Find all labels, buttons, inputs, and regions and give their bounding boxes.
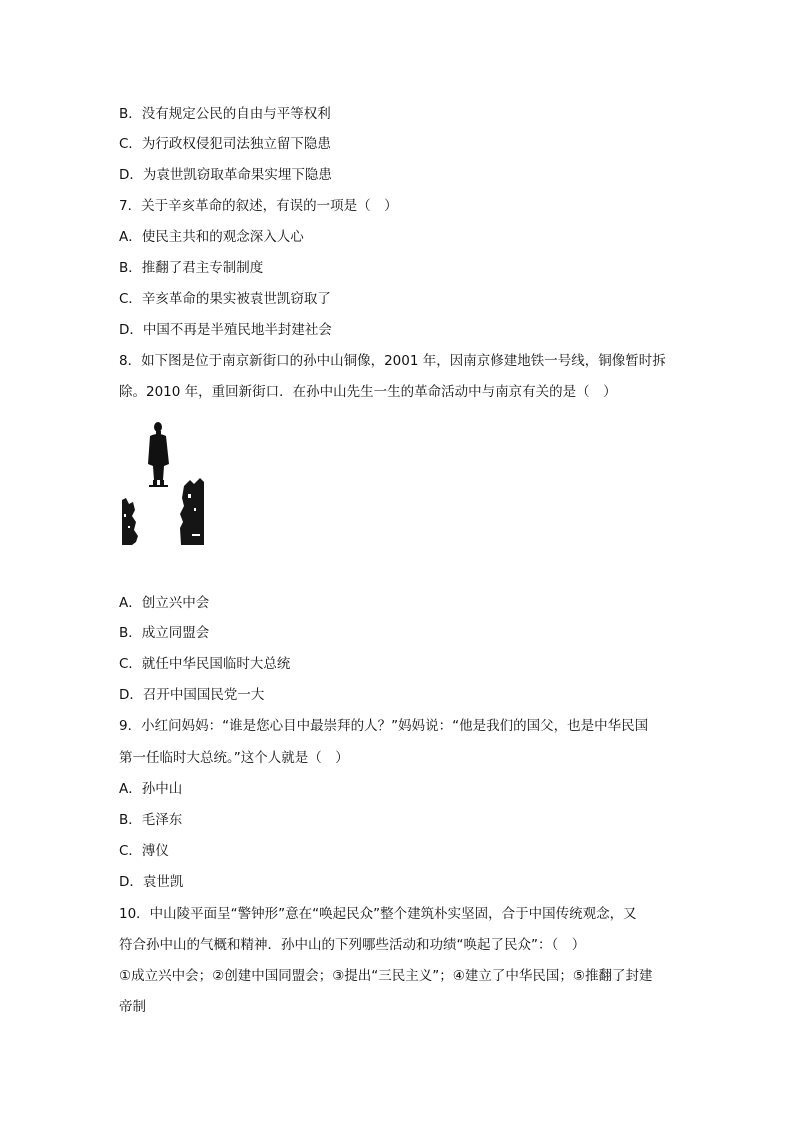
- question-10-line3: ①成立兴中会；②创建中国同盟会；③提出“三民主义”；④建立了中华民国；⑤推翻了封建: [119, 968, 653, 984]
- question-9-line2: 第一任临时大总统。”这个人就是（ ）: [119, 750, 349, 766]
- pedestal-left: [122, 498, 138, 545]
- option-7d: D．中国不再是半殖民地半封建社会: [119, 322, 332, 338]
- option-9c: C．溥仪: [119, 843, 169, 859]
- question-10-line2: 符合孙中山的气概和精神．孙中山的下列哪些活动和功绩“唤起了民众”：（ ）: [119, 937, 586, 953]
- option-9b: B．毛泽东: [119, 812, 183, 828]
- question-10-line1: 10．中山陵平面呈“警钟形”意在“唤起民众”整个建筑朴实坚固，合于中国传统观念，又: [119, 906, 637, 922]
- option-8b: B．成立同盟会: [119, 625, 210, 641]
- pedestal-right: [180, 478, 204, 545]
- option-9d: D．袁世凯: [119, 874, 184, 890]
- option-8d: D．召开中国国民党一大: [119, 687, 265, 703]
- question-8-line1: 8．如下图是位于南京新街口的孙中山铜像，2001 年，因南京修建地铁一号线，铜像暂时拆: [119, 353, 666, 369]
- option-7b: B．推翻了君主专制制度: [119, 260, 264, 276]
- option-7a: A．使民主共和的观念深入人心: [119, 229, 304, 245]
- question-10-line4: 帝制: [119, 999, 146, 1015]
- question-7: 7．关于辛亥革命的叙述，有误的一项是（ ）: [119, 198, 398, 214]
- option-6b: B．没有规定公民的自由与平等权利: [119, 106, 331, 122]
- option-8c: C．就任中华民国临时大总统: [119, 656, 291, 672]
- statue-silhouette: [148, 422, 169, 487]
- question-8-line2: 除。2010 年，重回新街口．在孙中山先生一生的革命活动中与南京有关的是（ ）: [119, 384, 617, 400]
- option-6d: D．为袁世凯窃取革命果实埋下隐患: [119, 167, 332, 183]
- option-7c: C．辛亥革命的果实被袁世凯窃取了: [119, 291, 331, 307]
- option-6c: C．为行政权侵犯司法独立留下隐患: [119, 136, 331, 152]
- question-9-line1: 9．小红问妈妈：“谁是您心目中最崇拜的人？”妈妈说：“他是我们的国父，也是中华民国: [119, 718, 649, 734]
- option-8a: A．创立兴中会: [119, 595, 210, 611]
- sun-yat-sen-statue-image: [120, 418, 208, 548]
- option-9a: A．孙中山: [119, 781, 183, 797]
